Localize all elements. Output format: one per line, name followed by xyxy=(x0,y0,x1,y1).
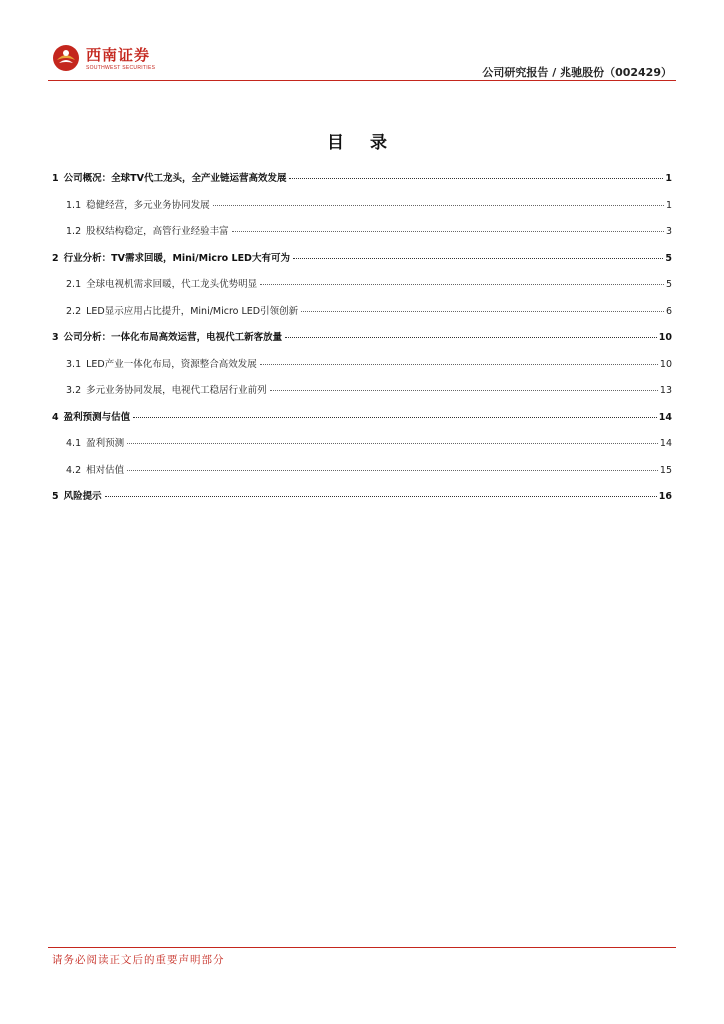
toc-entry[interactable] xyxy=(52,462,672,489)
toc-entry-page: 5 xyxy=(665,252,672,264)
toc-entry-number: 4 xyxy=(52,411,59,423)
toc-entry[interactable] xyxy=(52,435,672,462)
toc-leader-dots xyxy=(289,178,663,179)
toc-entry-page: 14 xyxy=(658,411,672,423)
toc-leader-dots xyxy=(285,337,657,338)
toc-entry-title: 股权结构稳定，高管行业经验丰富 xyxy=(86,226,229,237)
toc-entry-number: 2 xyxy=(52,252,59,264)
toc-entry[interactable] xyxy=(52,329,672,356)
toc-entry-number: 3.2 xyxy=(66,385,82,396)
toc-entry-number: 1.1 xyxy=(66,199,82,211)
footer-notice: 请务必阅读正文后的重要声明部分 xyxy=(52,954,225,966)
toc-entry-page: 10 xyxy=(658,332,672,343)
toc-entry-title: LED产业一体化布局，资源整合高效发展 xyxy=(86,358,257,370)
toc-entry-page: 14 xyxy=(659,438,672,449)
toc-title: 目 录 xyxy=(327,133,397,153)
toc-entry-page: 16 xyxy=(658,491,672,502)
header-divider xyxy=(48,80,676,81)
toc-leader-dots xyxy=(232,231,664,232)
toc-entry-title: 多元业务协同发展，电视代工稳居行业前列 xyxy=(86,385,267,396)
toc-entry-title: 公司分析：一体化布局高效运营，电视代工新客放量 xyxy=(63,332,283,343)
toc-entry[interactable] xyxy=(52,409,672,436)
toc-entry[interactable] xyxy=(52,276,672,303)
toc-leader-dots xyxy=(301,311,664,312)
toc-leader-dots xyxy=(260,364,658,365)
toc-entry-title: 风险提示 xyxy=(63,491,102,502)
toc-leader-dots xyxy=(293,258,663,259)
logo-mark-icon xyxy=(52,44,80,72)
toc-entry-page: 13 xyxy=(659,385,672,396)
toc-entry-page: 10 xyxy=(659,358,672,370)
toc-entry-number: 3.1 xyxy=(66,358,82,370)
toc-entry[interactable] xyxy=(52,223,672,250)
toc-entry-page: 3 xyxy=(665,226,672,237)
toc-entry[interactable] xyxy=(52,356,672,383)
toc-entry[interactable] xyxy=(52,303,672,330)
company-logo xyxy=(52,42,172,76)
logo-english-name: SOUTHWEST SECURITIES xyxy=(86,65,156,71)
toc-entry-title: 相对估值 xyxy=(86,464,125,476)
toc-entry-page: 6 xyxy=(665,305,672,317)
toc-entry-number: 3 xyxy=(52,332,59,343)
report-label: 公司研究报告 / 兆驰股份（002429） xyxy=(482,66,672,79)
toc-entry-number: 4.2 xyxy=(66,464,82,476)
toc-entry-number: 1.2 xyxy=(66,226,82,237)
toc-leader-dots xyxy=(127,443,658,444)
toc-entry-page: 15 xyxy=(659,464,672,476)
page-header xyxy=(0,0,724,82)
toc-leader-dots xyxy=(260,284,664,285)
toc-entry-number: 2.2 xyxy=(66,305,82,317)
toc-entry-number: 1 xyxy=(52,173,59,184)
toc-entry-title: 盈利预测 xyxy=(86,438,125,449)
toc-entry-page: 5 xyxy=(665,279,672,290)
toc-entry-title: LED显示应用占比提升，Mini/Micro LED引领创新 xyxy=(86,305,299,317)
table-of-contents xyxy=(52,170,672,515)
toc-entry[interactable] xyxy=(52,197,672,224)
logo-chinese-name: 西南证券 xyxy=(86,46,151,64)
toc-entry[interactable] xyxy=(52,170,672,197)
toc-entry[interactable] xyxy=(52,382,672,409)
toc-leader-dots xyxy=(270,390,658,391)
toc-entry[interactable] xyxy=(52,488,672,515)
footer-divider xyxy=(48,947,676,948)
toc-entry-title: 盈利预测与估值 xyxy=(63,411,131,423)
toc-entry-title: 行业分析：TV需求回暖，Mini/Micro LED大有可为 xyxy=(63,252,290,264)
toc-entry-page: 1 xyxy=(665,173,672,184)
toc-entry-title: 公司概况：全球TV代工龙头，全产业链运营高效发展 xyxy=(63,173,287,184)
toc-entry-number: 2.1 xyxy=(66,279,82,290)
toc-leader-dots xyxy=(105,496,657,497)
toc-entry-number: 5 xyxy=(52,491,59,502)
toc-entry-number: 4.1 xyxy=(66,438,82,449)
toc-entry[interactable] xyxy=(52,250,672,277)
toc-entry-page: 1 xyxy=(665,199,672,211)
toc-leader-dots xyxy=(133,417,657,418)
toc-entry-title: 稳健经营，多元业务协同发展 xyxy=(86,199,210,211)
toc-leader-dots xyxy=(127,470,658,471)
toc-entry-title: 全球电视机需求回暖，代工龙头优势明显 xyxy=(86,279,258,290)
toc-leader-dots xyxy=(213,205,664,206)
